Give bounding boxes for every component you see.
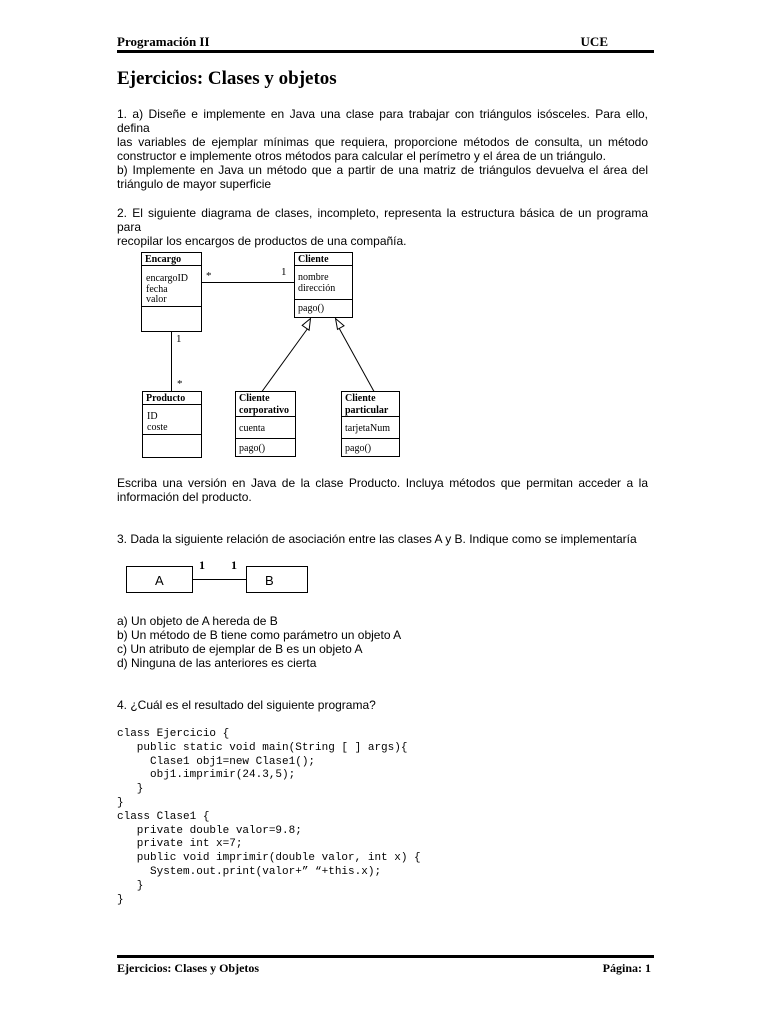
exercise-3-options [117, 614, 648, 670]
ex1-line: 1. a) Diseñe e implemente en Java una clase para trabajar con triángulos isósceles. Para ello, defina [117, 107, 648, 135]
method: pago() [345, 443, 372, 454]
multiplicity: * [177, 378, 183, 390]
page-number: Página: 1 [602, 961, 651, 975]
multiplicity: 1 [176, 333, 182, 345]
footer-title: Ejercicios: Clases y Objetos [117, 961, 260, 975]
attribute: coste [147, 422, 168, 433]
attribute: dirección [298, 283, 336, 294]
multiplicity: 1 [199, 558, 205, 572]
class-name-a: A [155, 573, 164, 588]
ex2-line: recopilar los encargos de productos de una compañía. [117, 234, 407, 248]
ex1-line: triángulo de mayor superficie [117, 177, 272, 191]
multiplicity: 1 [281, 266, 287, 278]
attribute: ID [147, 411, 158, 422]
class-name-corporativo: corporativo [239, 405, 289, 416]
ex2-line: Escriba una versión en Java de la clase Producto. Incluya métodos que permitan acceder a la [117, 476, 648, 490]
ex1-line: b) Implemente en Java un método que a partir de una matriz de triángulos devuelva el área del [117, 163, 648, 177]
class-name-corporativo: Cliente [239, 393, 270, 404]
exercise-4-intro [117, 698, 648, 712]
class-name-b: B [265, 573, 274, 588]
class-box-b [247, 567, 308, 593]
option-c: c) Un atributo de ejemplar de B es un objeto A [117, 642, 363, 656]
attribute: tarjetaNum [345, 423, 390, 434]
multiplicity: * [206, 270, 212, 282]
attribute: valor [146, 294, 167, 305]
attribute: fecha [146, 284, 168, 295]
attribute: cuenta [239, 423, 266, 434]
header-institution: UCE [580, 34, 608, 49]
class-name-particular: particular [345, 405, 389, 416]
footer-rule [117, 955, 654, 958]
class-name-producto: Producto [146, 393, 186, 404]
option-d: d) Ninguna de las anteriores es cierta [117, 656, 317, 670]
class-name-encargo: Encargo [145, 254, 182, 265]
page-footer [117, 961, 654, 977]
attribute: encargoID [146, 273, 189, 284]
ex2-line: 2. El siguiente diagrama de clases, incompleto, representa la estructura básica de un programa para [117, 206, 648, 234]
option-b: b) Un método de B tiene como parámetro un objeto A [117, 628, 402, 642]
page-title: Ejercicios: Clases y objetos [117, 68, 337, 89]
ex3-line: 3. Dada la siguiente relación de asociación entre las clases A y B. Indique como se implementaría [117, 532, 637, 546]
method: pago() [298, 303, 325, 314]
ex1-line: las variables de ejemplar mínimas que requiera, proporcione métodos de consulta, un método [117, 135, 648, 149]
option-a: a) Un objeto de A hereda de B [117, 614, 278, 628]
code-listing: class Ejercicio { public static void main(String [ ] args){ Clase1 obj1=new Clase1(); obj1.imprimir(24.3,5); } } class Clase1 { private double valor=9.8; private int x=7; public void imprimir(double valor, int x) { System.out.print(valor+” “+this.x); } } [117, 728, 421, 906]
multiplicity: 1 [231, 558, 237, 572]
attribute: nombre [298, 272, 329, 283]
method: pago() [239, 443, 266, 454]
ex1-line: constructor e implemente otros métodos para calcular el perímetro y el área de un triángulo. [117, 149, 606, 163]
class-name-particular: Cliente [345, 393, 376, 404]
ex4-line: 4. ¿Cuál es el resultado del siguiente programa? [117, 698, 376, 712]
class-name-cliente: Cliente [298, 254, 329, 265]
header-course: Programación II [117, 34, 210, 49]
ex2-line: información del producto. [117, 490, 252, 504]
